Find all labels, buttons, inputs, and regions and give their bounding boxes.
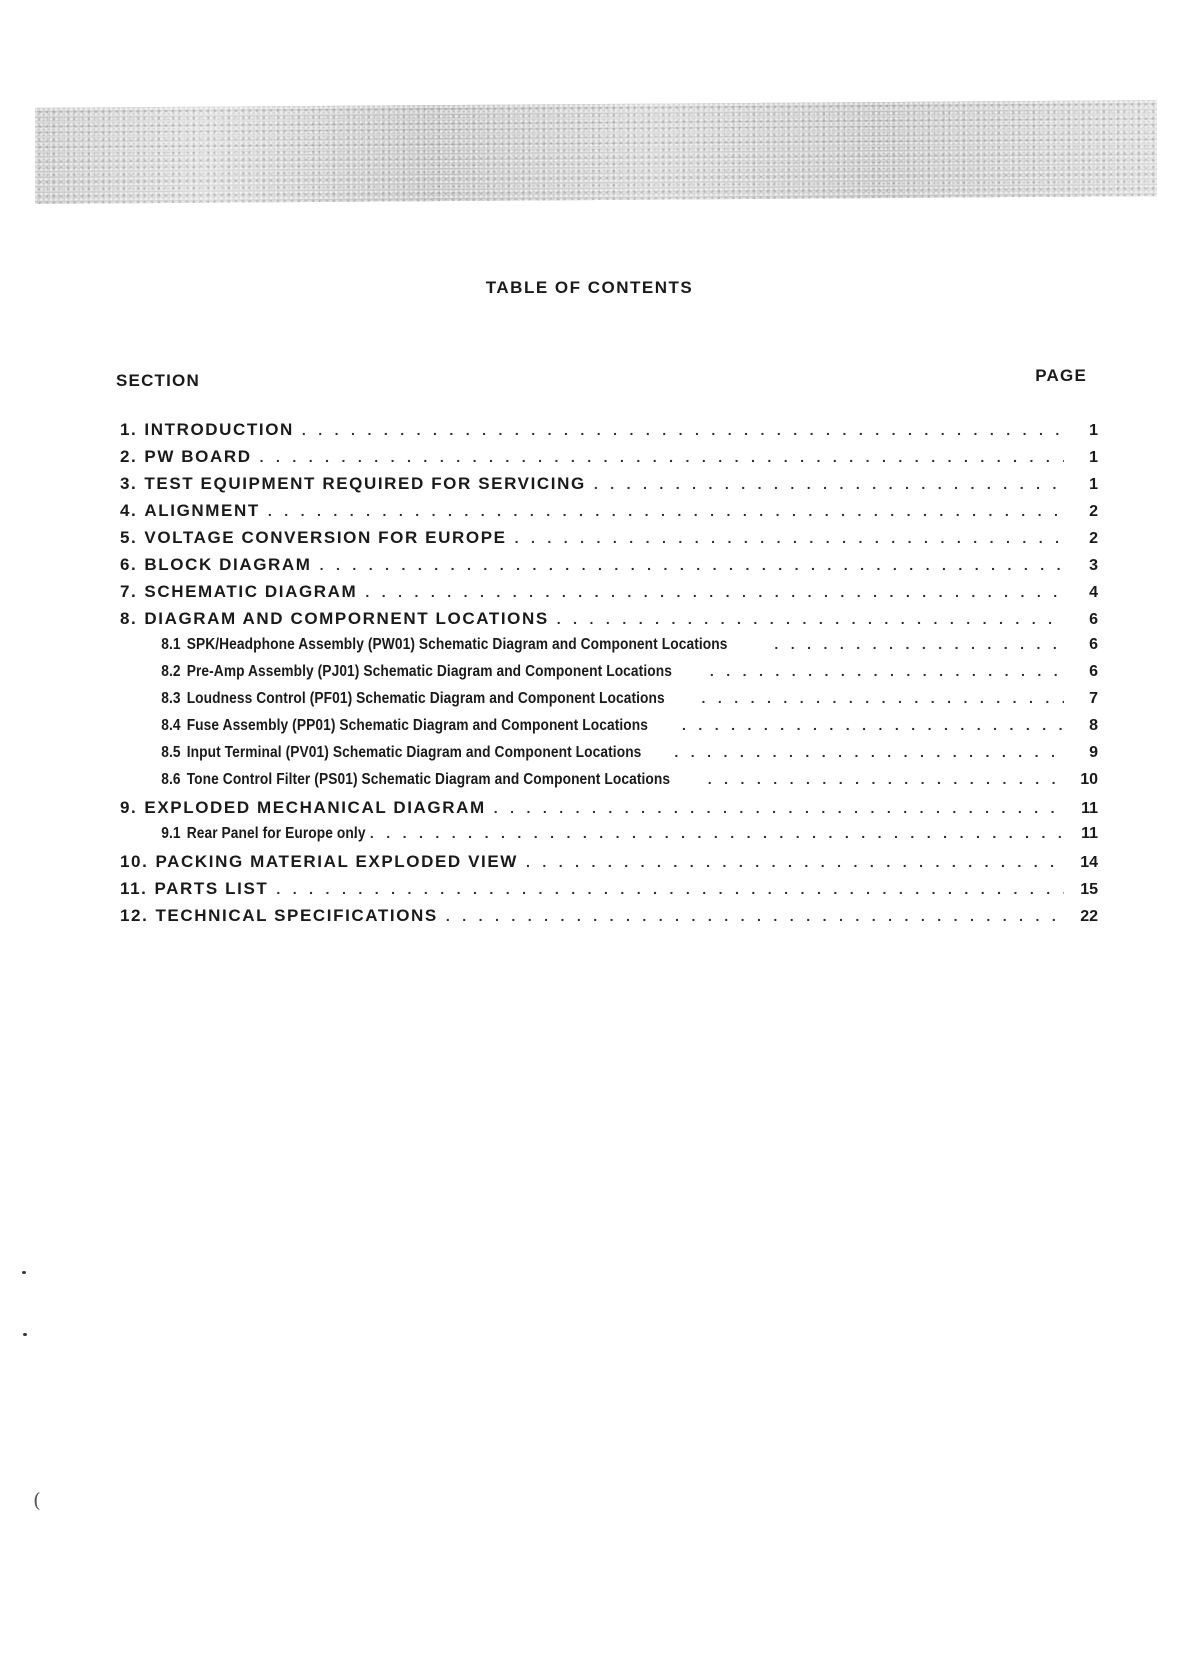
toc-entry-page: 14 xyxy=(1080,854,1098,871)
dot-leader xyxy=(302,422,1064,438)
toc-entry-page: 1 xyxy=(1089,422,1098,439)
header-band xyxy=(35,100,1157,204)
toc-entry[interactable] xyxy=(120,447,1098,474)
dot-leader xyxy=(494,800,1064,816)
dot-leader xyxy=(701,690,1064,706)
toc-entry-page: 4 xyxy=(1089,584,1098,601)
toc-entry[interactable] xyxy=(120,555,1098,582)
dot-leader xyxy=(682,717,1064,733)
toc-entry-page: 6 xyxy=(1089,636,1098,653)
toc-entry-page: 9 xyxy=(1089,744,1098,761)
toc-entry-label: Tone Control Filter (PS01) Schematic Diagram and Component Locations xyxy=(186,771,671,788)
toc-entry-number: 1. xyxy=(120,420,138,439)
dot-leader xyxy=(320,557,1064,573)
toc-entry-page: 2 xyxy=(1089,530,1098,547)
toc-entry-number: 10. xyxy=(120,852,149,871)
toc-entry[interactable] xyxy=(120,420,1098,447)
toc-subentry[interactable] xyxy=(120,825,1098,852)
toc-entry[interactable] xyxy=(120,609,1098,636)
toc-entry-page: 3 xyxy=(1089,557,1098,574)
toc-entry-page: 11 xyxy=(1081,825,1098,842)
toc-entry[interactable] xyxy=(120,474,1098,501)
toc-entry-number: 8.4 xyxy=(161,717,181,734)
toc-entry-page: 22 xyxy=(1080,908,1098,925)
toc-entry-number: 8.6 xyxy=(161,771,181,788)
toc-entry-label: SPK/Headphone Assembly (PW01) Schematic Diagram and Component Locations xyxy=(186,636,728,653)
toc-entry-number: 8.1 xyxy=(161,636,181,653)
toc-entry-label: INTRODUCTION xyxy=(144,420,294,439)
toc-entry-label: ALIGNMENT xyxy=(144,501,260,520)
page-title: TABLE OF CONTENTS xyxy=(485,278,694,297)
toc-entry-label: TECHNICAL SPECIFICATIONS xyxy=(155,906,438,925)
dot-leader xyxy=(260,449,1064,465)
toc-entry-number: 7. xyxy=(120,582,138,601)
toc-subentry[interactable] xyxy=(120,663,1098,690)
toc-entry-label: SCHEMATIC DIAGRAM xyxy=(144,582,358,601)
toc-entry-label: VOLTAGE CONVERSION FOR EUROPE xyxy=(144,528,507,547)
toc-entry-label: Loudness Control (PF01) Schematic Diagram and Component Locations xyxy=(186,690,665,707)
dot-leader xyxy=(526,854,1064,870)
toc-entry-page: 11 xyxy=(1081,800,1098,817)
toc-entry-number: 5. xyxy=(120,528,138,547)
toc-entry-page: 10 xyxy=(1080,771,1098,788)
dot-leader xyxy=(446,908,1064,924)
scan-speck xyxy=(22,1271,26,1274)
toc-subentry[interactable] xyxy=(120,717,1098,744)
scan-speck xyxy=(23,1333,27,1336)
dot-leader xyxy=(515,530,1064,546)
toc-subentry[interactable] xyxy=(120,771,1098,798)
table-of-contents xyxy=(120,420,1098,933)
toc-entry-label: Rear Panel for Europe only xyxy=(186,825,366,842)
toc-entry-label: BLOCK DIAGRAM xyxy=(144,555,312,574)
dot-leader xyxy=(774,636,1064,652)
toc-entry-label: Input Terminal (PV01) Schematic Diagram and Component Locations xyxy=(186,744,642,761)
toc-entry-label: EXPLODED MECHANICAL DIAGRAM xyxy=(144,798,486,817)
toc-entry-number: 9. xyxy=(120,798,138,817)
toc-entry[interactable] xyxy=(120,906,1098,933)
section-column-heading: SECTION xyxy=(116,371,200,390)
toc-entry-number: 12. xyxy=(120,906,149,925)
toc-entry[interactable] xyxy=(120,852,1098,879)
toc-entry-page: 6 xyxy=(1089,611,1098,628)
toc-entry-number: 4. xyxy=(120,501,138,520)
dot-leader xyxy=(708,771,1064,787)
toc-entry-page: 2 xyxy=(1089,503,1098,520)
toc-entry-number: 11. xyxy=(120,879,148,898)
dot-leader xyxy=(276,881,1064,897)
toc-entry-page: 8 xyxy=(1089,717,1098,734)
dot-leader xyxy=(674,744,1064,760)
dot-leader xyxy=(365,584,1064,600)
toc-entry[interactable] xyxy=(120,798,1098,825)
toc-subentry[interactable] xyxy=(120,744,1098,771)
toc-entry-number: 8.3 xyxy=(161,690,181,707)
toc-subentry[interactable] xyxy=(120,636,1098,663)
dot-leader xyxy=(594,476,1064,492)
toc-entry-label: Fuse Assembly (PP01) Schematic Diagram and Component Locations xyxy=(186,717,648,734)
toc-entry-number: 9.1 xyxy=(161,825,181,842)
toc-entry-label: DIAGRAM AND COMPORNENT LOCATIONS xyxy=(144,609,549,628)
toc-entry-number: 8.2 xyxy=(161,663,181,680)
toc-entry-number: 6. xyxy=(120,555,138,574)
toc-entry[interactable] xyxy=(120,879,1098,906)
toc-entry-page: 7 xyxy=(1089,690,1098,707)
toc-entry-label: PACKING MATERIAL EXPLODED VIEW xyxy=(155,852,518,871)
toc-entry-number: 8.5 xyxy=(161,744,181,761)
toc-entry-page: 1 xyxy=(1089,476,1098,493)
toc-entry-page: 6 xyxy=(1089,663,1098,680)
scan-mark: ( xyxy=(33,1488,41,1512)
toc-entry[interactable] xyxy=(120,582,1098,609)
toc-subentry[interactable] xyxy=(120,690,1098,717)
toc-entry-page: 15 xyxy=(1080,881,1098,898)
toc-entry[interactable] xyxy=(120,501,1098,528)
toc-entry-number: 3. xyxy=(120,474,138,493)
toc-entry[interactable] xyxy=(120,528,1098,555)
dot-leader xyxy=(710,663,1064,679)
toc-entry-number: 2. xyxy=(120,447,138,466)
toc-entry-label: Pre-Amp Assembly (PJ01) Schematic Diagram and Component Locations xyxy=(186,663,672,680)
toc-entry-page: 1 xyxy=(1089,449,1098,466)
dot-leader xyxy=(354,825,1064,841)
toc-entry-label: PARTS LIST xyxy=(154,879,269,898)
toc-entry-number: 8. xyxy=(120,609,138,628)
dot-leader xyxy=(557,611,1064,627)
page-column-heading: PAGE xyxy=(1035,366,1087,385)
toc-entry-label: TEST EQUIPMENT REQUIRED FOR SERVICING xyxy=(144,474,586,493)
toc-entry-label: PW BOARD xyxy=(144,447,252,466)
dot-leader xyxy=(268,503,1064,519)
